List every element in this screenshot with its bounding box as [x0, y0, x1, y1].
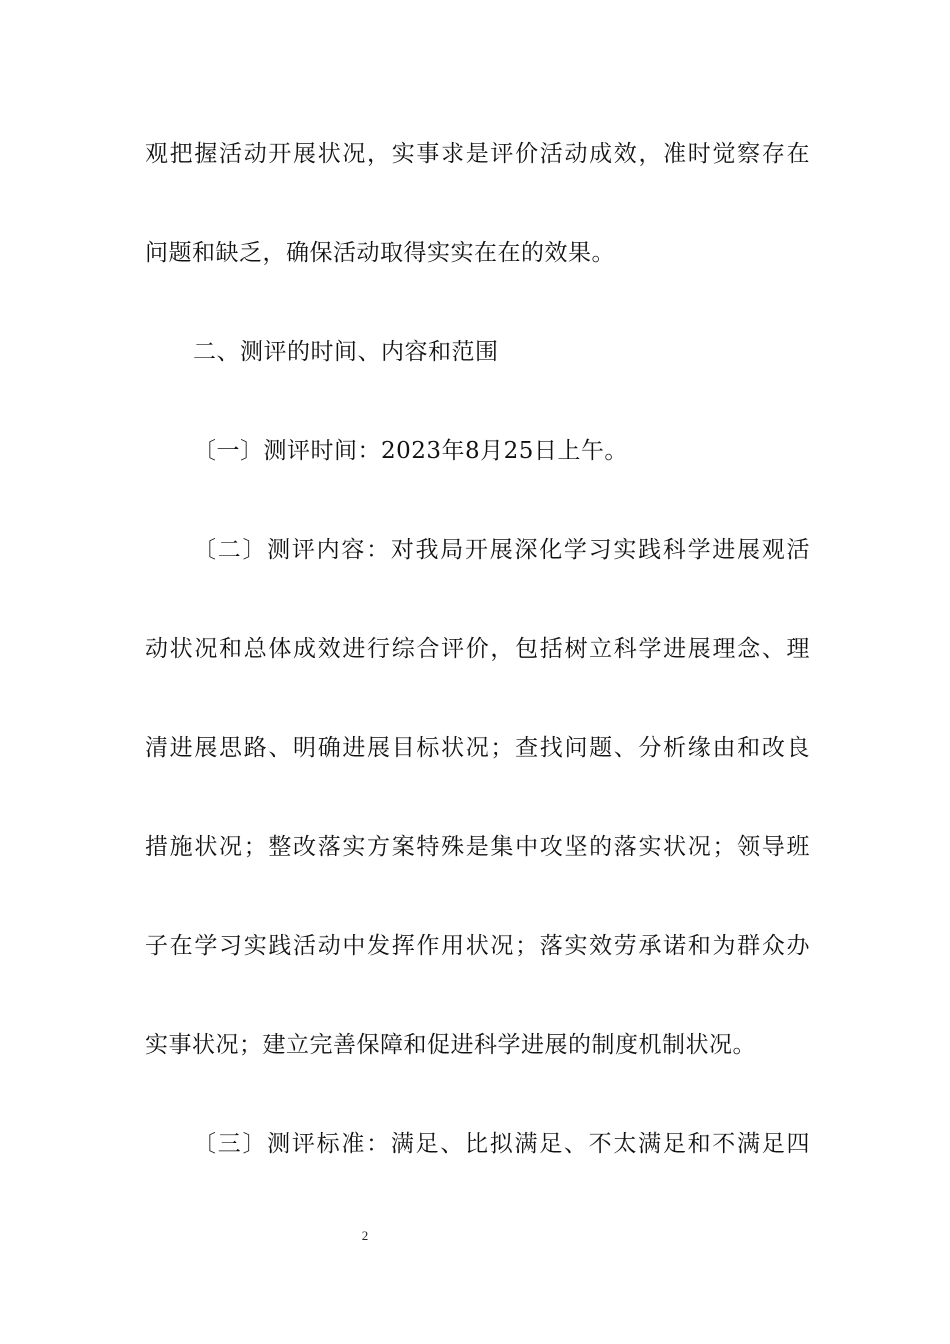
- paragraph-line-2: 问题和缺乏，确保活动取得实实在在的效果。: [145, 240, 615, 266]
- paragraph-line-4: 〔一〕测评时间：2023年8月25日上午。: [193, 438, 628, 464]
- paragraph-line-7: 清进展思路、明确进展目标状况；查找问题、分析缘由和改良: [145, 735, 810, 761]
- paragraph-line-6: 动状况和总体成效进行综合评价，包括树立科学进展理念、理: [145, 636, 810, 662]
- section-heading: 二、测评的时间、内容和范围: [193, 339, 499, 365]
- paragraph-line-11: 〔三〕测评标准：满足、比拟满足、不太满足和不满足四: [193, 1131, 810, 1157]
- paragraph-line-9: 子在学习实践活动中发挥作用状况；落实效劳承诺和为群众办: [145, 933, 810, 959]
- page-number: 2: [361, 1228, 369, 1243]
- paragraph-line-10: 实事状况；建立完善保障和促进科学进展的制度机制状况。: [145, 1032, 756, 1058]
- paragraph-line-5: 〔二〕测评内容：对我局开展深化学习实践科学进展观活: [193, 537, 810, 563]
- paragraph-line-8: 措施状况；整改落实方案特殊是集中攻坚的落实状况；领导班: [145, 834, 810, 860]
- paragraph-line-1: 观把握活动开展状况，实事求是评价活动成效，准时觉察存在: [145, 141, 810, 167]
